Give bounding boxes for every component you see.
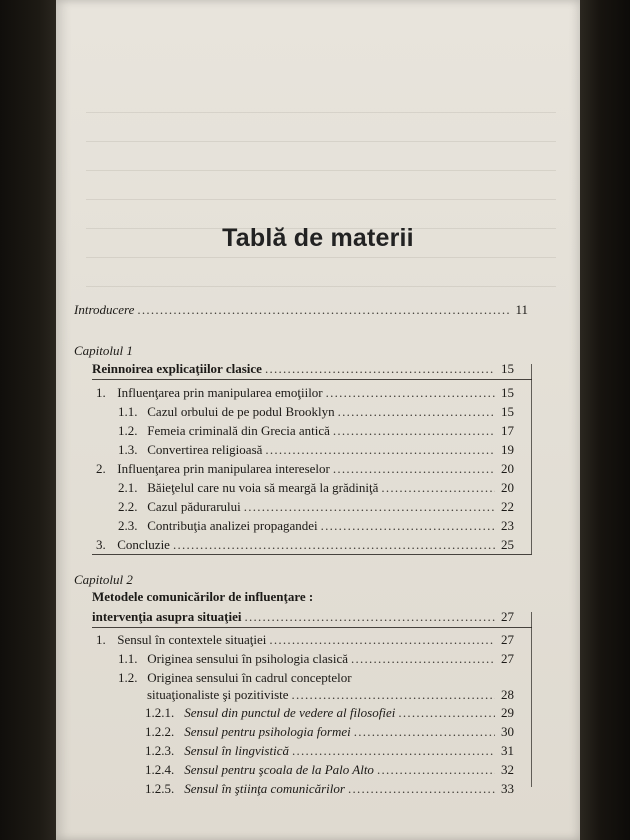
- toc-entry: [118, 402, 514, 422]
- toc-entry-text: Sensul pentru şcoala de la Palo Alto: [184, 762, 374, 777]
- leader-dots: [292, 685, 495, 705]
- chapter2-top-rule: [92, 627, 532, 628]
- toc-entry-number: 1.2.: [118, 423, 138, 438]
- toc-entry-page: 27: [501, 632, 514, 647]
- toc-entry-text: Influenţarea prin manipularea emoţiilor: [117, 385, 323, 400]
- toc-entry-text: Concluzie: [117, 537, 170, 552]
- toc-entry-number: 1.2.: [118, 670, 138, 685]
- toc-entry-text: Originea sensului în psihologia clasică: [147, 651, 348, 666]
- leader-dots: [321, 516, 495, 536]
- toc-entry-page: 28: [501, 687, 514, 702]
- toc-entry-page: 23: [501, 518, 514, 533]
- leader-dots: [269, 630, 495, 650]
- toc-entry-number: 2.1.: [118, 480, 138, 495]
- toc-entry-page: 20: [501, 461, 514, 476]
- chapter1-label: Capitolul 1: [74, 343, 133, 358]
- chapter2-heading-line1: Metodele comunicărilor de influenţare :: [92, 589, 314, 604]
- toc-entry: [118, 440, 514, 460]
- toc-entry-number: 1.2.3.: [145, 743, 175, 758]
- toc-entry-number: 2.: [96, 461, 106, 476]
- toc-entry-text: Contribuţia analizei propagandei: [147, 518, 318, 533]
- photo-background-left: [0, 0, 56, 840]
- toc-entry-number: 1.: [96, 632, 106, 647]
- toc-entry-number: 1.2.5.: [145, 781, 175, 796]
- chapter2-side-rule: [531, 612, 532, 787]
- toc-entry-number: 1.2.4.: [145, 762, 175, 777]
- toc-entry: [96, 630, 514, 650]
- toc-entry-text: Femeia criminală din Grecia antică: [147, 423, 330, 438]
- toc-entry-number: 1.: [96, 385, 106, 400]
- toc-intro-label: Introducere: [74, 302, 135, 317]
- leader-dots: [173, 535, 495, 555]
- toc-entry-number: 2.2.: [118, 499, 138, 514]
- chapter1-top-rule: [92, 379, 532, 380]
- toc-entry: [118, 421, 514, 441]
- toc-entry: [147, 685, 514, 705]
- chapter2-heading-row: [92, 607, 514, 627]
- toc-entry-page: 17: [501, 423, 514, 438]
- leader-dots: [354, 722, 495, 742]
- toc-entry-page: 19: [501, 442, 514, 457]
- page-title: Tablă de materii: [222, 224, 414, 252]
- toc-entry-text: Sensul pentru psihologia formei: [184, 724, 351, 739]
- leader-dots: [265, 359, 495, 379]
- toc-entry-page: 30: [501, 724, 514, 739]
- toc-entry-number: 1.2.2.: [145, 724, 175, 739]
- toc-entry-page: 31: [501, 743, 514, 758]
- toc-entry-page: 15: [501, 404, 514, 419]
- toc-entry: [118, 516, 514, 536]
- toc-entry-text: Sensul din punctul de vedere al filosofiei: [184, 705, 396, 720]
- toc-entry-number: 1.3.: [118, 442, 138, 457]
- leader-dots: [265, 440, 495, 460]
- chapter1-bottom-rule: [92, 554, 532, 555]
- toc-entry-page: 27: [501, 651, 514, 666]
- toc-entry-page: 25: [501, 537, 514, 552]
- chapter2-heading-page: 27: [501, 609, 514, 624]
- toc-entry-text: Băieţelul care nu voia să meargă la grădiniţă: [147, 480, 379, 495]
- toc-entry: [118, 497, 514, 517]
- chapter1-side-rule: [531, 364, 532, 554]
- leader-dots: [245, 607, 496, 627]
- leader-dots: [338, 402, 495, 422]
- toc-entry-text: Sensul în lingvistică: [184, 743, 289, 758]
- leader-dots: [348, 779, 495, 799]
- leader-dots: [244, 497, 495, 517]
- leader-dots: [326, 383, 495, 403]
- chapter2-heading-line2: intervenţia asupra situaţiei: [92, 609, 242, 624]
- show-through-texture: [86, 95, 556, 305]
- toc-entry-number: 3.: [96, 537, 106, 552]
- toc-entry-page: 20: [501, 480, 514, 495]
- toc-entry-number: 1.1.: [118, 651, 138, 666]
- toc-entry: [145, 779, 514, 799]
- toc-entry-number: 1.2.1.: [145, 705, 175, 720]
- toc-entry-text: situaţionaliste şi pozitiviste: [147, 687, 289, 702]
- leader-dots: [333, 421, 495, 441]
- toc-entry-number: 2.3.: [118, 518, 138, 533]
- toc-entry-text: Cazul pădurarului: [147, 499, 241, 514]
- toc-entry-page: 33: [501, 781, 514, 796]
- toc-entry-text: Sensul în contextele situaţiei: [117, 632, 267, 647]
- photo-background-right: [580, 0, 630, 840]
- toc-entry-page: 29: [501, 705, 514, 720]
- toc-entry: [145, 722, 514, 742]
- book-page: [56, 0, 580, 840]
- toc-entry: [118, 478, 514, 498]
- toc-entry-text: Cazul orbului de pe podul Brooklyn: [147, 404, 335, 419]
- leader-dots: [381, 478, 495, 498]
- chapter1-heading-row: [92, 359, 514, 379]
- leader-dots: [292, 741, 495, 761]
- toc-entry-text: Influenţarea prin manipularea intereselor: [117, 461, 330, 476]
- toc-entry: [96, 459, 514, 479]
- toc-entry-page: 22: [501, 499, 514, 514]
- toc-entry: [145, 741, 514, 761]
- toc-entry-page: 32: [501, 762, 514, 777]
- leader-dots: [333, 459, 495, 479]
- toc-entry: [118, 649, 514, 669]
- leader-dots: [351, 649, 495, 669]
- toc-entry: [145, 703, 514, 723]
- toc-entry-text: Originea sensului în cadrul conceptelor: [147, 670, 352, 685]
- toc-entry-number: 1.1.: [118, 404, 138, 419]
- toc-entry: [96, 383, 514, 403]
- toc-entry-text: Convertirea religioasă: [147, 442, 263, 457]
- chapter1-heading: Reinnoirea explicaţiilor clasice: [92, 361, 262, 376]
- toc-entry-page: 15: [501, 385, 514, 400]
- leader-dots: [398, 703, 495, 723]
- chapter2-label: Capitolul 2: [74, 572, 133, 587]
- toc-intro-row: [74, 300, 528, 320]
- leader-dots: [377, 760, 495, 780]
- leader-dots: [137, 300, 509, 320]
- toc-entry: [145, 760, 514, 780]
- chapter1-heading-page: 15: [501, 361, 514, 376]
- toc-intro-page: 11: [515, 302, 528, 317]
- toc-entry-text: Sensul în ştiinţa comunicărilor: [184, 781, 345, 796]
- toc-entry: [96, 535, 514, 555]
